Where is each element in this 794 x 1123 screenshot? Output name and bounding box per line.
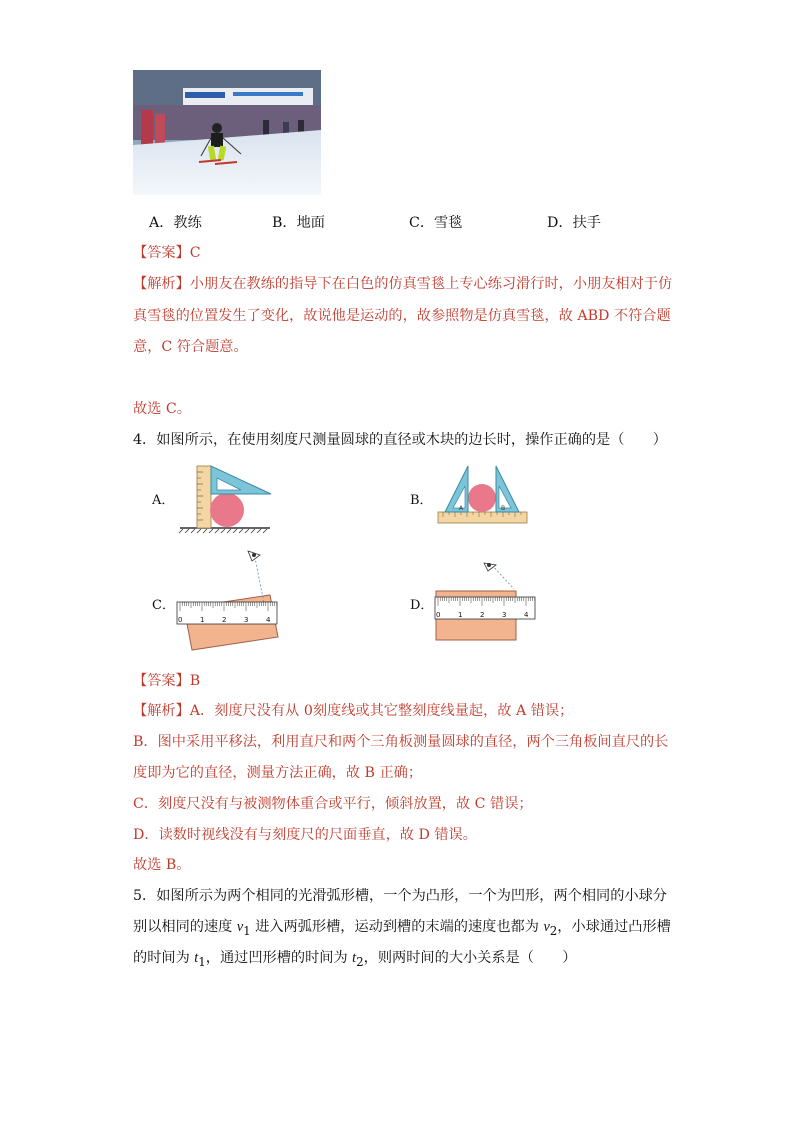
q5-line3: 的时间为 $t_1$，通过凹形槽的时间为 $t_2$，则两时间的大小关系是（ ） <box>133 950 577 969</box>
ruler-c-tick-1: 1 <box>200 616 205 624</box>
q3-analysis-line3: 意，C 符合题意。 <box>133 339 248 355</box>
q4-option-d-label: D． <box>410 598 434 613</box>
figure-b <box>435 462 530 528</box>
figure-c <box>172 543 282 653</box>
figure-a <box>175 458 280 538</box>
q4-answer: 【答案】B <box>133 673 201 689</box>
q3-analysis-line1: 【解析】小朋友在教练的指导下在白色的仿真雪毯上专心练习滑行时，小朋友相对于仿 <box>133 276 673 292</box>
q4-analysis-d: D．读数时视线没有与刻度尺的尺面垂直，故 D 错误。 <box>133 827 477 843</box>
q4-option-b-label: B． <box>410 493 433 508</box>
q4-analysis-b1: B．图中采用平移法，利用直尺和两个三角板测量圆球的直径，两个三角板间直尺的长 <box>133 734 669 750</box>
q3-answer: 【答案】C <box>133 245 201 261</box>
q4-option-c-label: C． <box>152 598 175 613</box>
ruler-c-tick-2: 2 <box>222 616 227 624</box>
choice-c: C．雪毯 <box>409 215 463 231</box>
q4-analysis-a: 【解析】A．刻度尺没有从 0刻度线或其它整刻度线量起，故 A 错误； <box>133 703 574 719</box>
ruler-c-tick-4: 4 <box>266 616 271 624</box>
q4-option-a-label: A． <box>152 493 175 508</box>
choice-a: A．教练 <box>149 215 202 231</box>
q5-line2: 别以相同的速度 $v_1$ 进入两弧形槽，运动到槽的末端的速度也都为 $v_2$，小球通过凸形槽 <box>133 919 671 938</box>
triangle-mark-a: A <box>459 505 464 512</box>
ruler-d-tick-3: 3 <box>502 611 507 619</box>
ruler-d-tick-4: 4 <box>524 611 529 619</box>
choice-b: B．地面 <box>272 215 325 231</box>
ruler-c-tick-3: 3 <box>244 616 249 624</box>
q3-analysis-line2: 真雪毯的位置发生了变化，故说他是运动的，故参照物是仿真雪毯，故 ABD 不符合题 <box>133 308 671 324</box>
q4-conclusion: 故选 B。 <box>133 857 191 873</box>
skier-photo <box>133 70 321 195</box>
triangle-mark-b: B <box>501 505 506 512</box>
choice-d: D．扶手 <box>547 215 601 231</box>
ruler-d-tick-2: 2 <box>480 611 485 619</box>
q4-analysis-c: C．刻度尺没有与被测物体重合或平行，倾斜放置，故 C 错误； <box>133 796 533 812</box>
ruler-d-tick-1: 1 <box>458 611 463 619</box>
q5-line1: 5．如图所示为两个相同的光滑弧形槽，一个为凸形，一个为凹形，两个相同的小球分 <box>133 888 667 904</box>
q4-analysis-b2: 度即为它的直径，测量方法正确，故 B 正确； <box>133 765 423 781</box>
q3-conclusion: 故选 C。 <box>133 401 191 417</box>
q4-stem: 4．如图所示，在使用刻度尺测量圆球的直径或木块的边长时，操作正确的是（ ） <box>133 432 667 448</box>
ruler-d-tick-0: 0 <box>436 611 441 619</box>
figure-d <box>430 555 540 645</box>
ruler-c-tick-0: 0 <box>178 616 183 624</box>
